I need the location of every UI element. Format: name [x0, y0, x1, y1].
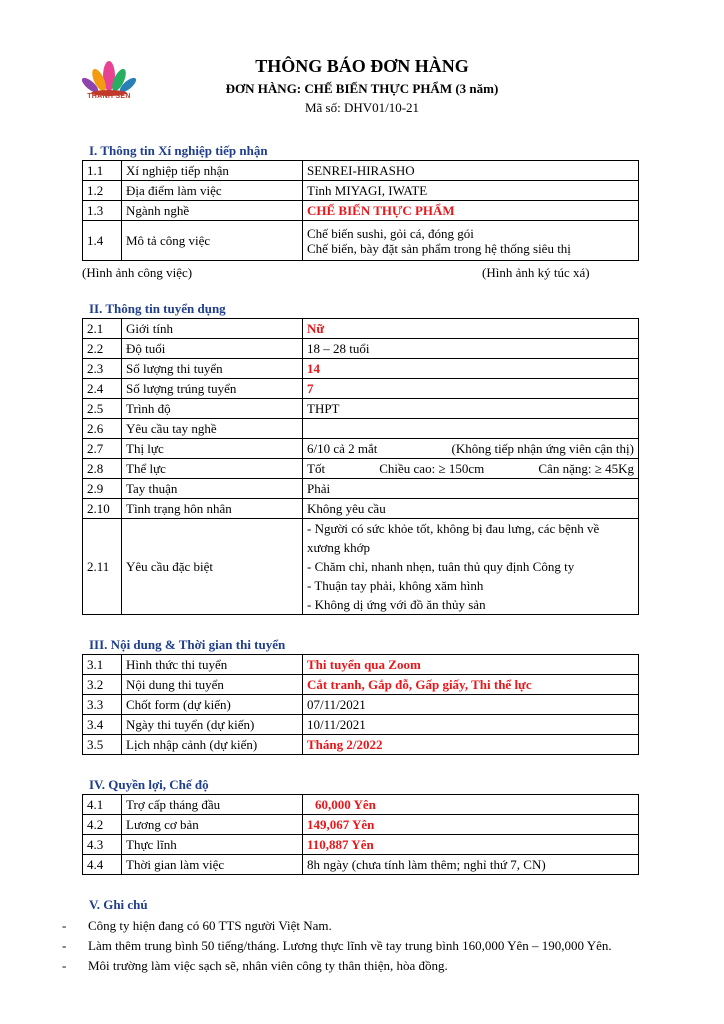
row-label: Nội dung thi tuyển	[122, 675, 303, 695]
row-no: 1.1	[83, 161, 122, 181]
row-value: THPT	[303, 399, 639, 419]
table-row	[83, 835, 639, 855]
section-title-1: I. Thông tin Xí nghiệp tiếp nhận	[89, 143, 268, 158]
table-row	[83, 161, 639, 181]
list-item	[62, 936, 612, 956]
table-section-4	[82, 794, 639, 875]
row-value	[303, 221, 639, 261]
row-no: 3.1	[83, 655, 122, 675]
row-label: Độ tuổi	[122, 339, 303, 359]
row-label: Thời gian làm việc	[122, 855, 303, 875]
vision-value: 6/10 cả 2 mắt	[307, 441, 378, 456]
row-label: Mô tả công việc	[122, 221, 303, 261]
row-no: 2.1	[83, 319, 122, 339]
row-no: 2.4	[83, 379, 122, 399]
row-no: 2.9	[83, 479, 122, 499]
row-value: Tỉnh MIYAGI, IWATE	[303, 181, 639, 201]
row-label: Lịch nhập cảnh (dự kiến)	[122, 735, 303, 755]
table-row	[83, 359, 639, 379]
section-title-3: III. Nội dung & Thời gian thi tuyển	[89, 637, 286, 652]
table-row	[83, 459, 639, 479]
row-label: Giới tính	[122, 319, 303, 339]
table-row	[83, 319, 639, 339]
caption-work-image: (Hình ảnh công việc)	[82, 265, 193, 280]
row-no: 3.3	[83, 695, 122, 715]
row-value: 60,000 Yên	[303, 795, 639, 815]
row-no: 2.2	[83, 339, 122, 359]
height-requirement: Chiều cao: ≥ 150cm	[379, 461, 485, 476]
row-value	[303, 419, 639, 439]
value-line: - Người có sức khỏe tốt, không bị đau lưng, các bệnh về	[307, 521, 600, 536]
row-no: 1.4	[83, 221, 122, 261]
row-no: 2.10	[83, 499, 122, 519]
row-no: 2.7	[83, 439, 122, 459]
value-line: - Không dị ứng với đồ ăn thủy sản	[307, 597, 486, 612]
page-subtitle: ĐƠN HÀNG: CHẾ BIẾN THỰC PHẨM (3 năm)	[225, 81, 499, 96]
order-code: Mã số: DHV01/10-21	[304, 100, 420, 115]
bullet-dash: -	[62, 938, 67, 953]
table-row	[83, 855, 639, 875]
row-no: 4.4	[83, 855, 122, 875]
row-label: Xí nghiệp tiếp nhận	[122, 161, 303, 181]
note-text: Công ty hiện đang có 60 TTS người Việt Nam.	[88, 918, 332, 933]
row-label: Tình trạng hôn nhân	[122, 499, 303, 519]
row-no: 3.2	[83, 675, 122, 695]
row-no: 2.6	[83, 419, 122, 439]
value-line: xương khớp	[307, 540, 371, 555]
table-row	[83, 499, 639, 519]
table-row	[83, 479, 639, 499]
bullet-dash: -	[62, 958, 67, 973]
table-row	[83, 181, 639, 201]
row-label: Thể lực	[122, 459, 303, 479]
row-no: 2.8	[83, 459, 122, 479]
row-value: Không yêu cầu	[303, 499, 639, 519]
row-label: Ngành nghề	[122, 201, 303, 221]
row-label: Chốt form (dự kiến)	[122, 695, 303, 715]
row-no: 3.4	[83, 715, 122, 735]
table-row	[83, 675, 639, 695]
row-label: Thị lực	[122, 439, 303, 459]
row-no: 4.2	[83, 815, 122, 835]
row-value: 8h ngày (chưa tính làm thêm; nghỉ thứ 7, CN)	[303, 855, 639, 875]
row-label: Hình thức thi tuyển	[122, 655, 303, 675]
list-item	[62, 916, 612, 936]
table-row	[83, 795, 639, 815]
row-label: Số lượng trúng tuyển	[122, 379, 303, 399]
list-item	[62, 956, 612, 976]
row-no: 2.11	[83, 519, 122, 615]
row-label: Số lượng thi tuyển	[122, 359, 303, 379]
row-value: Thi tuyển qua Zoom	[303, 655, 639, 675]
table-row	[83, 339, 639, 359]
row-value: 07/11/2021	[303, 695, 639, 715]
row-label: Trình độ	[122, 399, 303, 419]
table-section-1	[82, 160, 639, 261]
row-value: 10/11/2021	[303, 715, 639, 735]
value-line: Chế biến, bày đặt sản phẩm trong hệ thống siêu thị	[307, 240, 571, 256]
table-row	[83, 379, 639, 399]
row-value: Tháng 2/2022	[303, 735, 639, 755]
section-title-5: V. Ghi chú	[89, 897, 148, 912]
table-row	[83, 419, 639, 439]
row-no: 2.3	[83, 359, 122, 379]
row-label: Thực lĩnh	[122, 835, 303, 855]
row-value: 110,887 Yên	[303, 835, 639, 855]
row-no: 2.5	[83, 399, 122, 419]
value-line: Chế biến sushi, gỏi cá, đóng gói	[307, 225, 474, 241]
row-label: Lương cơ bản	[122, 815, 303, 835]
value-line: - Chăm chỉ, nhanh nhẹn, tuân thủ quy định Công ty	[307, 559, 575, 574]
row-no: 1.2	[83, 181, 122, 201]
value-line: - Thuận tay phải, không xăm hình	[307, 578, 484, 593]
row-value: SENREI-HIRASHO	[303, 161, 639, 181]
row-value: 149,067 Yên	[303, 815, 639, 835]
row-no: 4.3	[83, 835, 122, 855]
bullet-dash: -	[62, 918, 67, 933]
table-row	[83, 815, 639, 835]
row-value: 18 – 28 tuổi	[303, 339, 639, 359]
table-row	[83, 655, 639, 675]
table-row	[83, 221, 639, 261]
row-value: CHẾ BIẾN THỰC PHẨM	[303, 201, 639, 221]
row-label: Tay thuận	[122, 479, 303, 499]
row-label: Trợ cấp tháng đầu	[122, 795, 303, 815]
row-no: 3.5	[83, 735, 122, 755]
row-label: Ngày thi tuyển (dự kiến)	[122, 715, 303, 735]
note-text: Làm thêm trung bình 50 tiếng/tháng. Lương thực lĩnh về tay trung bình 160,000 Yên – 190,000 Yên.	[88, 938, 612, 953]
section-title-4: IV. Quyền lợi, Chế độ	[89, 777, 209, 792]
row-value	[303, 519, 639, 615]
table-row	[83, 201, 639, 221]
table-section-2	[82, 318, 639, 615]
row-value	[303, 459, 639, 479]
row-no: 4.1	[83, 795, 122, 815]
row-value: 14	[303, 359, 639, 379]
note-text: Môi trường làm việc sạch sẽ, nhân viên công ty thân thiện, hòa đồng.	[88, 958, 448, 973]
table-row	[83, 519, 639, 615]
table-row	[83, 695, 639, 715]
section-title-2: II. Thông tin tuyển dụng	[89, 301, 226, 316]
row-value: Cắt tranh, Gắp đỗ, Gấp giấy, Thi thể lực	[303, 675, 639, 695]
vision-note: (Không tiếp nhận ứng viên cận thị)	[451, 441, 634, 456]
row-no: 1.3	[83, 201, 122, 221]
table-section-3	[82, 654, 639, 755]
weight-requirement: Cân nặng: ≥ 45Kg	[538, 461, 634, 476]
row-value	[303, 439, 639, 459]
caption-dorm-image: (Hình ảnh ký túc xá)	[482, 265, 590, 280]
fitness-value: Tốt	[307, 461, 326, 476]
row-value: Phải	[303, 479, 639, 499]
logo-text: THÀNH SEN	[87, 93, 131, 100]
row-label: Yêu cầu tay nghề	[122, 419, 303, 439]
notes-list	[62, 916, 612, 976]
table-row	[83, 735, 639, 755]
row-value: 7	[303, 379, 639, 399]
row-value: Nữ	[303, 319, 639, 339]
row-label: Địa điểm làm việc	[122, 181, 303, 201]
page-title: THÔNG BÁO ĐƠN HÀNG	[255, 56, 469, 76]
table-row	[83, 399, 639, 419]
table-row	[83, 439, 639, 459]
row-label: Yêu cầu đặc biệt	[122, 519, 303, 615]
table-row	[83, 715, 639, 735]
